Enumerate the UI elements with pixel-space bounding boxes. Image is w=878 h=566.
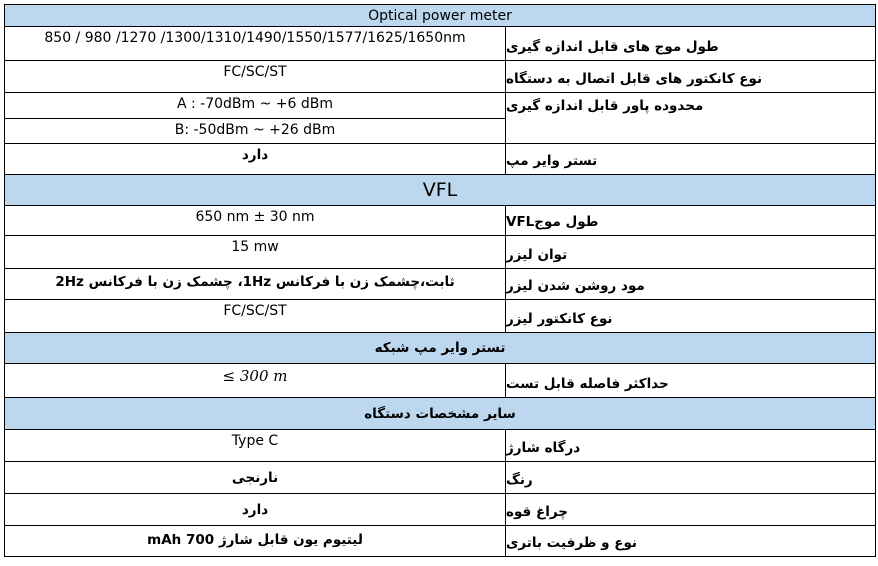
section-header-wire-map bbox=[4, 333, 876, 364]
battery-label: نوع و ظرفیت باتری bbox=[506, 535, 637, 551]
value-cell bbox=[5, 494, 506, 525]
value-cell bbox=[5, 236, 506, 268]
table-row bbox=[4, 494, 876, 526]
charge-port-label: درگاه شارژ bbox=[506, 440, 581, 456]
table-row bbox=[4, 93, 876, 144]
connector-label: نوع کانکتور های قابل اتصال به دستگاه bbox=[506, 71, 763, 87]
power-range-label: محدوده پاور قابل اندازه گیری bbox=[506, 98, 704, 114]
wavelength-value: 850 / 980 /1270 /1300/1310/1490/1550/1577/1625/1650nm bbox=[44, 30, 466, 46]
wire-map-label: تستر وایر مپ bbox=[506, 153, 598, 169]
battery-value: لیتیوم یون قابل شارژ 700 mAh bbox=[147, 532, 363, 548]
color-value: نارنجی bbox=[231, 470, 279, 486]
table-row bbox=[4, 462, 876, 494]
laser-power-label: توان لیزر bbox=[506, 247, 568, 263]
spec-table bbox=[4, 4, 876, 557]
table-row bbox=[4, 269, 876, 300]
section-title: تستر وایر مپ شبکه bbox=[374, 340, 506, 356]
value-cell bbox=[5, 430, 506, 461]
table-row bbox=[4, 236, 876, 269]
table-row bbox=[4, 430, 876, 462]
section-header-optical-power-meter bbox=[4, 5, 876, 27]
table-row bbox=[4, 206, 876, 236]
flashlight-value: دارد bbox=[241, 502, 269, 518]
table-row bbox=[4, 300, 876, 333]
value-cell bbox=[5, 61, 506, 92]
section-title: Optical power meter bbox=[368, 7, 512, 24]
table-row bbox=[4, 27, 876, 61]
max-distance-value: ≤ 300 m bbox=[222, 367, 288, 385]
color-label: رنگ bbox=[506, 472, 533, 488]
table-row bbox=[4, 364, 876, 398]
value-cell bbox=[5, 300, 506, 332]
laser-mode-value: ثابت،چشمک زن با فرکانس 1Hz، چشمک زن با فرکانس 2Hz bbox=[55, 274, 455, 290]
table-row bbox=[4, 144, 876, 175]
value-cell bbox=[5, 269, 506, 299]
value-cell bbox=[5, 27, 506, 60]
max-distance-label: حداکثر فاصله قابل تست bbox=[506, 376, 669, 392]
laser-connector-label: نوع کانکتور لیزر bbox=[506, 311, 613, 327]
laser-power-value: 15 mw bbox=[231, 239, 279, 255]
section-title: سایر مشخصات دستگاه bbox=[364, 405, 516, 422]
value-cell bbox=[5, 144, 506, 174]
power-range-a-value: A : -70dBm ~ +6 dBm bbox=[5, 93, 505, 119]
value-cell bbox=[5, 93, 506, 143]
section-header-other-specs bbox=[4, 398, 876, 430]
value-cell bbox=[5, 462, 506, 493]
wire-map-value: دارد bbox=[241, 147, 269, 163]
table-row bbox=[4, 526, 876, 557]
wavelength-label: طول موج های قابل اندازه گیری bbox=[506, 39, 719, 55]
laser-mode-label: مود روشن شدن لیزر bbox=[506, 278, 645, 294]
vfl-wavelength-value: 650 nm ± 30 nm bbox=[195, 209, 315, 225]
vfl-wavelength-label: طول موجVFL bbox=[506, 214, 599, 230]
charge-port-value: Type C bbox=[231, 433, 279, 449]
flashlight-label: چراغ قوه bbox=[506, 504, 568, 520]
value-cell bbox=[5, 364, 506, 397]
section-header-vfl bbox=[4, 175, 876, 206]
value-cell bbox=[5, 206, 506, 235]
table-row bbox=[4, 61, 876, 93]
connector-value: FC/SC/ST bbox=[223, 64, 287, 80]
power-range-b-value: B: -50dBm ~ +26 dBm bbox=[174, 121, 336, 138]
section-title: VFL bbox=[422, 179, 458, 201]
laser-connector-value: FC/SC/ST bbox=[223, 303, 287, 319]
value-cell bbox=[5, 526, 506, 556]
